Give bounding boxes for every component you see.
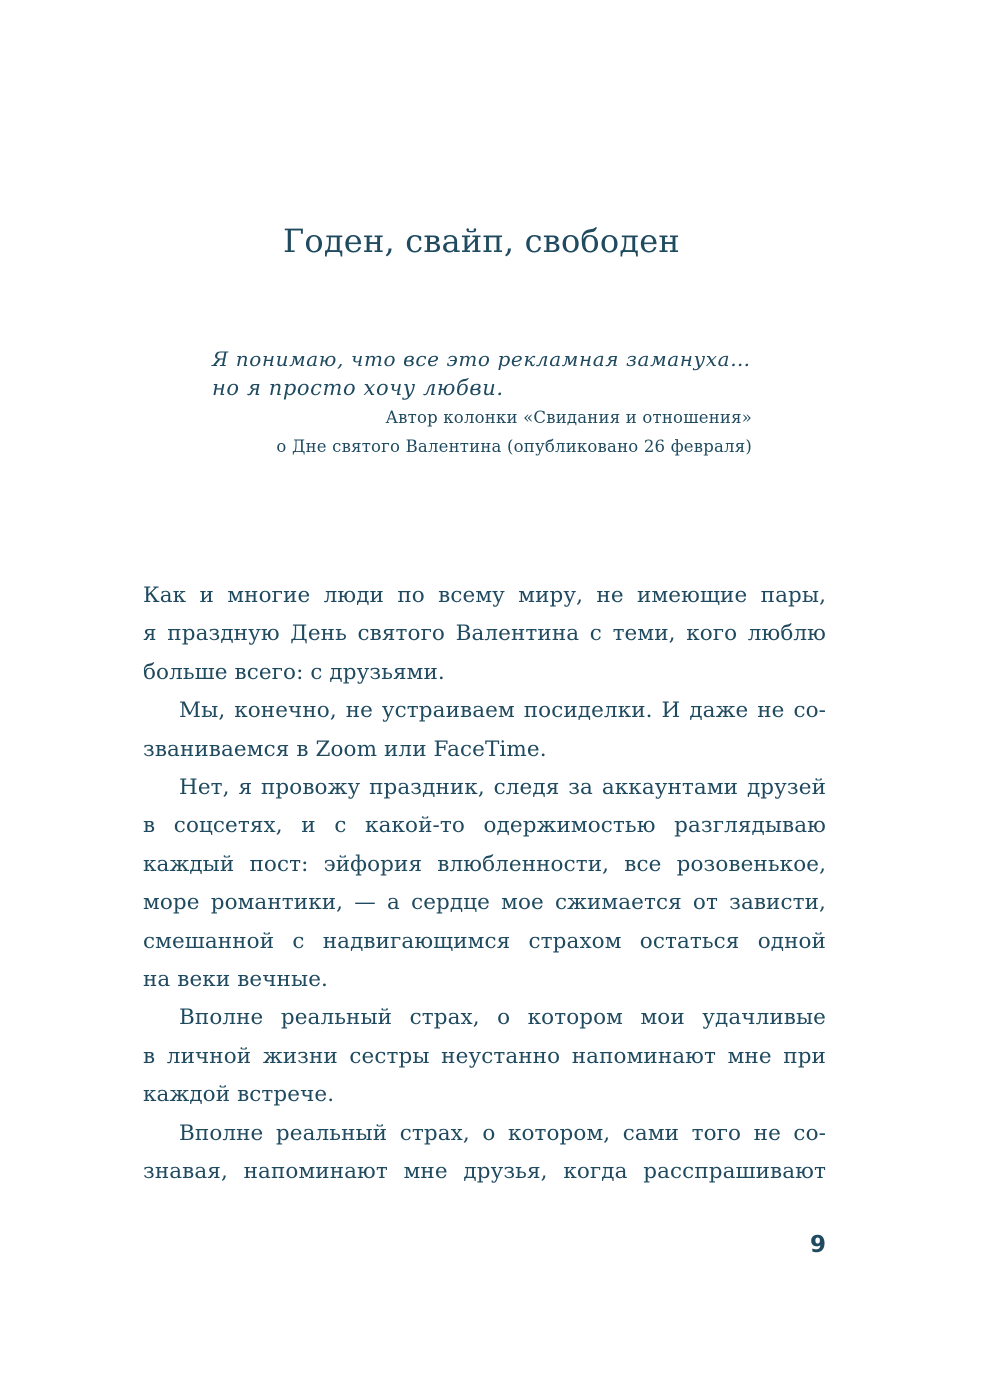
text-line: в личной жизни сестры неустанно напоминают мне при — [143, 1043, 826, 1069]
chapter-title: Годен, свайп, свободен — [283, 222, 680, 260]
paragraph — [143, 577, 826, 692]
epigraph-quote-line: но я просто хочу любви. — [212, 376, 504, 400]
epigraph-attribution-line: о Дне святого Валентина (опубликовано 26 февраля) — [276, 437, 752, 456]
text-line: смешанной с надвигающимся страхом остаться одной — [143, 928, 826, 954]
text-line: Вполне реальный страх, о котором, сами того не со- — [179, 1120, 826, 1146]
text-line: я праздную День святого Валентина с теми, кого люблю — [143, 621, 826, 647]
text-line: больше всего: с друзьями. — [143, 659, 445, 685]
paragraph — [143, 1115, 826, 1192]
paragraph — [143, 769, 826, 999]
text-line: званиваемся в Zoom или FaceTime. — [143, 736, 547, 762]
text-line: знавая, напоминают мне друзья, когда расспрашивают — [143, 1159, 826, 1185]
text-line: каждой встрече. — [143, 1082, 335, 1108]
text-line: каждый пост: эйфория влюбленности, все розовенькое, — [143, 851, 826, 877]
text-line: море романтики, — а сердце мое сжимается от зависти, — [143, 890, 826, 916]
text-line: Мы, конечно, не устраиваем посиделки. И даже не со- — [179, 698, 826, 724]
text-line: Вполне реальный страх, о котором мои удачливые — [179, 1005, 826, 1031]
text-line: Нет, я провожу праздник, следя за аккаунтами друзей — [179, 775, 826, 801]
paragraph — [143, 999, 826, 1114]
text-line: на веки вечные. — [143, 967, 328, 993]
text-line: в соцсетях, и с какой-то одержимостью разглядываю — [143, 813, 826, 839]
epigraph — [212, 345, 752, 461]
text-line: Как и многие люди по всему миру, не имеющие пары, — [143, 583, 826, 608]
epigraph-attribution-line: Автор колонки «Свидания и отношения» — [385, 408, 752, 427]
epigraph-quote-line: Я понимаю, что все это рекламная замануха… — [212, 347, 751, 371]
body-text — [143, 577, 826, 1192]
paragraph — [143, 692, 826, 769]
page-number: 9 — [809, 1232, 826, 1258]
